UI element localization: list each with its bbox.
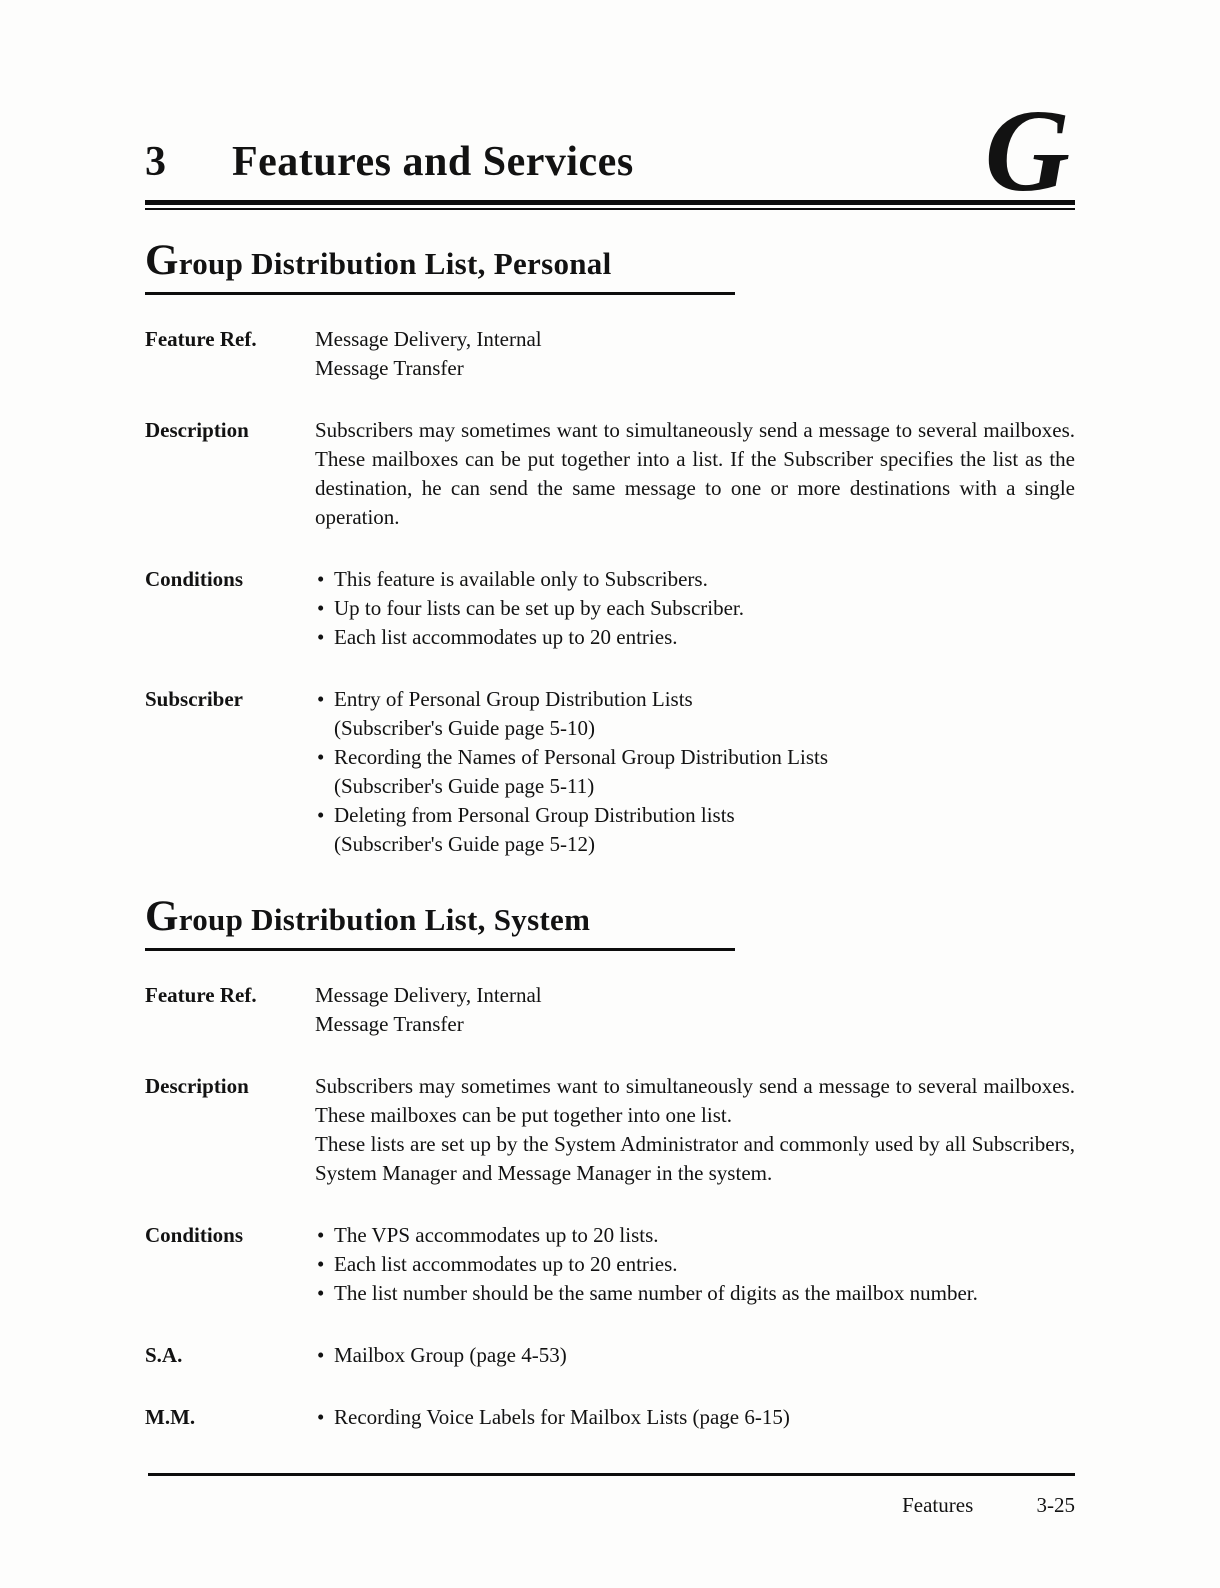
row-label: Feature Ref. <box>145 327 257 351</box>
bullet-item: • Recording Voice Labels for Mailbox Lists (page 6-15) <box>315 1403 1075 1432</box>
conditions-row <box>145 565 1075 652</box>
section-body <box>145 981 1075 1432</box>
bullet-item: • Deleting from Personal Group Distribution lists <box>315 801 1075 830</box>
page-footer <box>148 1473 1075 1518</box>
chapter-header <box>145 0 1075 186</box>
footer-section-name: Features <box>902 1493 974 1517</box>
bullet-item: • The VPS accommodates up to 20 lists. <box>315 1221 1075 1250</box>
description-paragraph: Subscribers may sometimes want to simultaneously send a message to several mailboxes. These mailboxes can be put together into one list. <box>315 1074 1075 1127</box>
bullet-item: • Each list accommodates up to 20 entries. <box>315 1250 1075 1279</box>
section-title: Group Distribution List, System <box>145 892 735 951</box>
row-content <box>315 1403 1075 1432</box>
row-content <box>315 981 1075 1039</box>
text-line: Message Delivery, Internal <box>315 327 542 351</box>
chapter-title: Features and Services <box>232 139 634 185</box>
bullet-item: • Recording the Names of Personal Group Distribution Lists <box>315 743 1075 772</box>
row-content <box>315 565 1075 652</box>
description-paragraph: Subscribers may sometimes want to simultaneously send a message to several mailboxes. These mailboxes can be put together into a list. If the Subscriber specifies the list as the destination, he can send the same message to one or more destinations with a single operation. <box>315 418 1075 529</box>
section-group-distribution-list-personal <box>145 236 1075 859</box>
chapter-number: 3 <box>145 139 166 185</box>
row-content <box>315 1072 1075 1188</box>
bullet-item: • Each list accommodates up to 20 entries. <box>315 623 1075 652</box>
row-label: Feature Ref. <box>145 983 257 1007</box>
description-row <box>145 416 1075 532</box>
row-label: Conditions <box>145 567 244 591</box>
bullet-item: • This feature is available only to Subscribers. <box>315 565 1075 594</box>
feature-ref-row <box>145 325 1075 383</box>
row-label: Conditions <box>145 1223 244 1247</box>
row-label: Description <box>145 418 249 442</box>
section-title: Group Distribution List, Personal <box>145 236 735 295</box>
footer-page-number: 3-25 <box>1036 1493 1075 1517</box>
row-content <box>315 1341 1075 1370</box>
description-row <box>145 1072 1075 1188</box>
section-group-distribution-list-system <box>145 892 1075 1432</box>
text-line: Message Transfer <box>315 1012 464 1036</box>
bullet-subline: (Subscriber's Guide page 5-10) <box>334 716 595 740</box>
row-label: Subscriber <box>145 687 244 711</box>
chapter-index-letter: G <box>984 85 1070 216</box>
bullet-item: • Entry of Personal Group Distribution Lists <box>315 685 1075 714</box>
bullet-subline: (Subscriber's Guide page 5-11) <box>334 774 595 798</box>
row-label: Description <box>145 1074 249 1098</box>
description-paragraph: These lists are set up by the System Administrator and commonly used by all Subscribers, System Manager and Message Manager in the system. <box>315 1132 1075 1185</box>
mm-row <box>145 1403 1075 1432</box>
row-label: M.M. <box>145 1405 196 1429</box>
sa-row <box>145 1341 1075 1370</box>
section-body <box>145 325 1075 859</box>
row-content <box>315 685 1075 859</box>
bullet-item: • Up to four lists can be set up by each Subscriber. <box>315 594 1075 623</box>
row-label: S.A. <box>145 1343 183 1367</box>
text-line: Message Transfer <box>315 356 464 380</box>
row-content <box>315 325 1075 383</box>
feature-ref-row <box>145 981 1075 1039</box>
conditions-row <box>145 1221 1075 1308</box>
bullet-item: • The list number should be the same number of digits as the mailbox number. <box>315 1279 1075 1308</box>
row-content <box>315 1221 1075 1308</box>
text-line: Message Delivery, Internal <box>315 983 542 1007</box>
bullet-item: • Mailbox Group (page 4-53) <box>315 1341 1075 1370</box>
chapter-header-rule <box>145 200 1075 210</box>
bullet-subline: (Subscriber's Guide page 5-12) <box>334 832 595 856</box>
row-content <box>315 416 1075 532</box>
subscriber-row <box>145 685 1075 859</box>
